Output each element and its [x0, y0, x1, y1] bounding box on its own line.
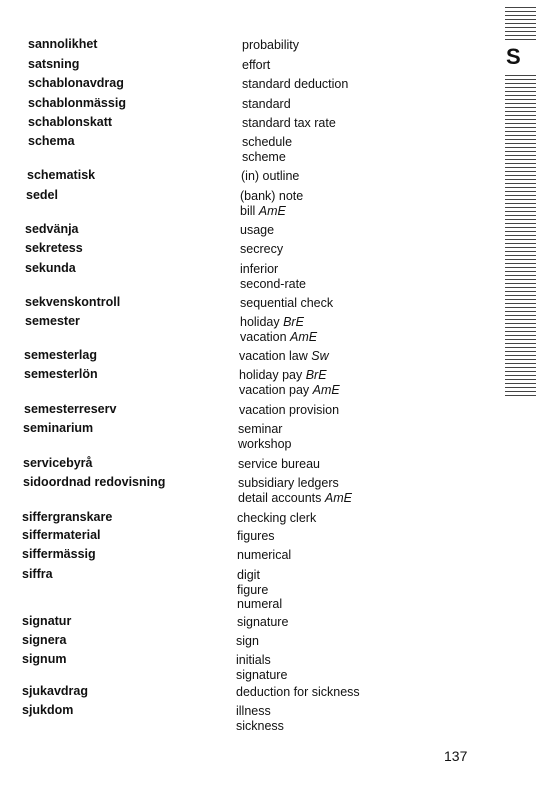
entry-term: sekunda [25, 261, 76, 275]
entry-term: semester [25, 314, 80, 328]
entry-translation: signature [237, 615, 289, 629]
entry-translations [236, 704, 284, 733]
entry-term: signera [22, 633, 67, 647]
entry-translations [242, 58, 270, 73]
entry-translation: schedule [242, 135, 293, 149]
usage-label: BrE [283, 315, 304, 329]
entry-translations [242, 77, 348, 92]
entry-term: schablonmässig [28, 96, 126, 110]
entry-translations [242, 116, 336, 131]
entry-term: servicebyrå [23, 456, 93, 470]
entry-term: signum [22, 652, 67, 666]
entry-translation: holiday BrE [240, 315, 304, 329]
entry-translations [240, 223, 274, 238]
entry-translations [238, 422, 292, 451]
entry-translation: standard tax rate [242, 116, 336, 130]
entry-translations [237, 615, 288, 630]
entry-translation: probability [242, 38, 299, 52]
entry-term: sekvenskontroll [25, 295, 121, 309]
entry-translations [242, 97, 291, 112]
usage-label: AmE [290, 329, 318, 344]
entry-translations [238, 457, 320, 472]
entry-term: sedel [26, 188, 58, 202]
entry-translation: effort [242, 58, 271, 72]
section-letter: S [506, 44, 521, 69]
entry-term: schema [28, 134, 75, 148]
entry-translations [242, 135, 292, 164]
entry-translations [237, 529, 275, 544]
entry-translation: vacation provision [239, 403, 340, 417]
entry-term: siffergranskare [22, 510, 113, 524]
entry-translations [238, 476, 352, 505]
entry-translation: standard deduction [242, 77, 349, 91]
entry-translation: figures [237, 529, 275, 543]
entry-translation: vacation pay AmE [239, 382, 340, 397]
entry-translation: second-rate [240, 276, 307, 291]
entry-term: semesterlag [24, 348, 97, 362]
entry-term: sedvänja [25, 222, 79, 236]
entry-term: siffermaterial [22, 528, 101, 542]
entry-translations [237, 568, 282, 612]
entry-term: semesterreserv [24, 402, 117, 416]
entry-translations [239, 403, 339, 418]
entry-translation: illness [236, 704, 271, 718]
entry-term: sjukdom [22, 703, 74, 717]
entry-term: sidoordnad redovisning [23, 475, 166, 489]
entry-translation: vacation law Sw [239, 349, 329, 363]
entry-translations [237, 548, 291, 563]
usage-label: AmE [258, 203, 286, 218]
entry-translation: service bureau [238, 457, 320, 471]
entry-term: schablonavdrag [28, 76, 124, 90]
usage-label: AmE [324, 490, 352, 505]
entry-translation: seminar [238, 422, 283, 436]
entry-translations [242, 38, 299, 53]
entry-translation: numerical [237, 548, 292, 562]
entry-translation: subsidiary ledgers [238, 476, 339, 490]
entry-translation: numeral [237, 597, 283, 611]
entry-translations [241, 169, 299, 184]
entry-translations [240, 242, 283, 257]
entry-translation: bill AmE [240, 203, 286, 218]
entry-translations [236, 653, 287, 682]
usage-label: BrE [305, 368, 327, 382]
entry-translations [239, 349, 329, 364]
entry-term: schablonskatt [28, 115, 113, 129]
entry-term: sekretess [25, 241, 83, 255]
usage-label: Sw [311, 349, 329, 363]
entry-term: schematisk [27, 168, 96, 182]
page-number: 137 [444, 748, 468, 764]
entry-translation: scheme [242, 149, 286, 164]
entry-translations [237, 511, 316, 526]
entry-translations [240, 262, 306, 291]
entry-term: sjukavdrag [22, 684, 89, 698]
entry-translation: initials [236, 653, 271, 667]
entry-translation: signature [236, 667, 288, 682]
entry-translation: usage [240, 223, 275, 237]
entry-translation: (in) outline [241, 169, 300, 183]
entry-translation: digit [237, 568, 260, 582]
entry-translation: sequential check [240, 296, 334, 310]
entry-term: semesterlön [24, 367, 98, 381]
entry-translations [236, 634, 259, 649]
entry-translations [236, 685, 360, 700]
entry-translation: sign [236, 634, 259, 648]
entry-translation: workshop [238, 436, 292, 451]
usage-label: AmE [312, 382, 340, 397]
entry-translations [240, 315, 317, 344]
entry-translation: secrecy [240, 242, 284, 256]
entry-term: siffra [22, 567, 53, 581]
entry-translation: vacation AmE [240, 329, 318, 344]
entry-term: seminarium [23, 421, 94, 435]
entry-term: satsning [28, 57, 80, 71]
entry-translation: standard [242, 97, 291, 111]
entry-translation: holiday pay BrE [239, 368, 327, 382]
entry-translation: figure [237, 582, 269, 597]
entry-translation: deduction for sickness [236, 685, 360, 699]
entry-translation: detail accounts AmE [238, 490, 352, 505]
entry-translation: inferior [240, 262, 279, 276]
entry-translations [240, 189, 303, 218]
entry-translation: checking clerk [237, 511, 317, 525]
entry-translations [240, 296, 333, 311]
entry-term: sannolikhet [28, 37, 98, 51]
entry-translations [239, 368, 340, 397]
entry-term: siffermässig [22, 547, 96, 561]
entry-translation: sickness [236, 718, 284, 733]
entry-term: signatur [22, 614, 72, 628]
entry-translation: (bank) note [240, 189, 304, 203]
